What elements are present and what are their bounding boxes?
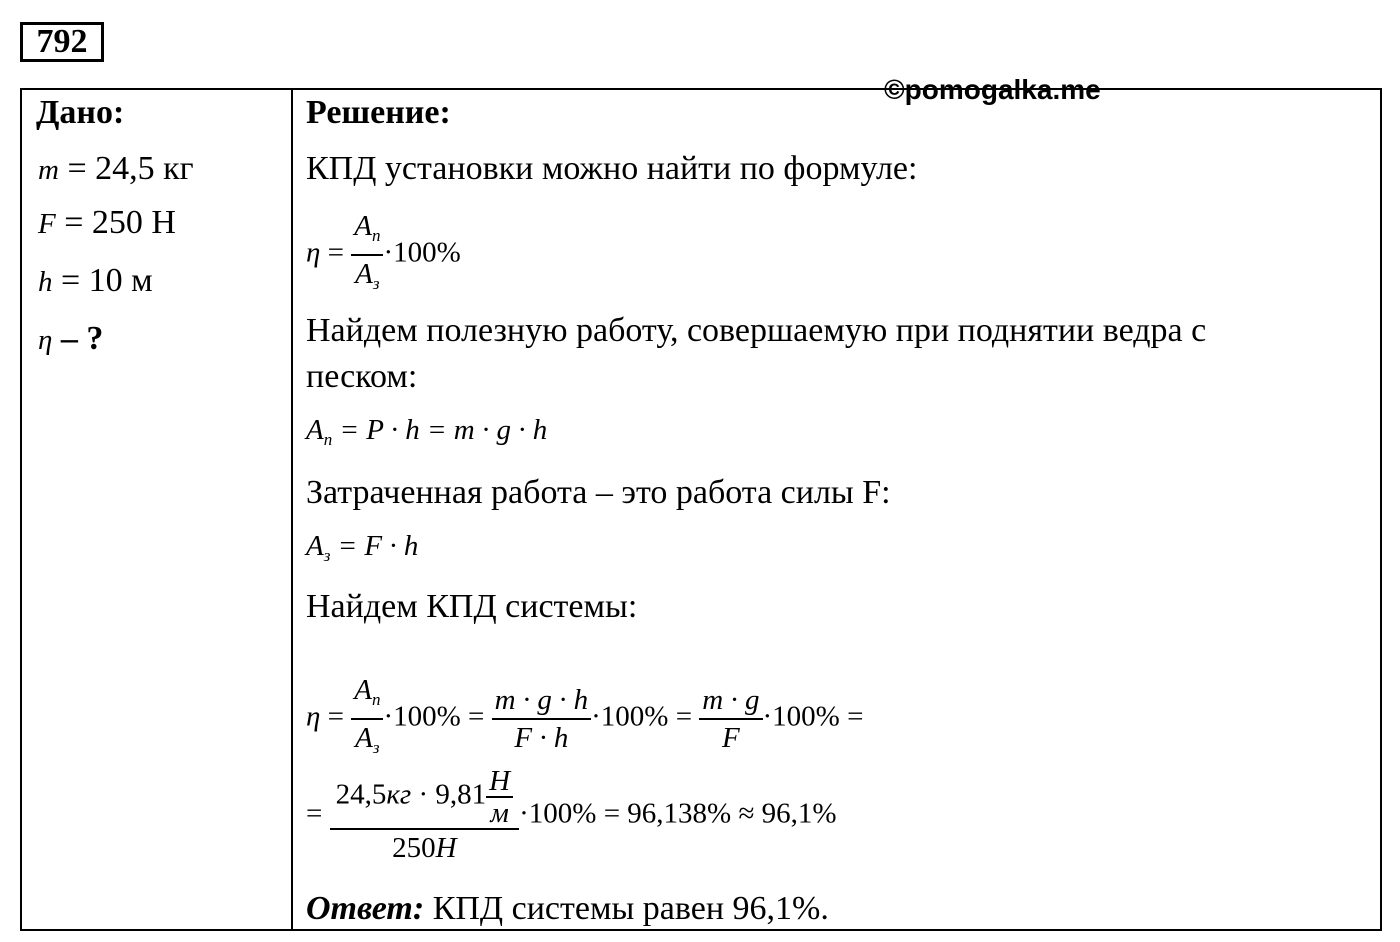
a-symbol: A — [355, 258, 373, 290]
solution-header: Решение: — [306, 94, 451, 131]
given-value: = 250 Н — [55, 204, 176, 241]
times-100: ·100% — [383, 700, 461, 733]
f-symbol: F — [722, 722, 740, 754]
times-100: ·100% — [591, 700, 669, 733]
paragraph-2b: песком: — [306, 358, 418, 395]
g-value: · 9,81 — [411, 778, 487, 811]
given-var: F — [38, 208, 56, 240]
sub-p: п — [371, 226, 381, 245]
fraction-numeric — [330, 766, 520, 866]
equals: = — [839, 700, 864, 733]
paragraph-4: Найдем КПД системы: — [306, 588, 638, 625]
paragraph-2a: Найдем полезную работу, совершаемую при поднятии ведра с — [306, 312, 1207, 349]
unit-meter: м — [490, 797, 509, 829]
given-value: = 10 м — [52, 262, 153, 299]
a-symbol: A — [354, 674, 372, 706]
given-var: η — [38, 324, 53, 356]
fraction-mgh-fh — [492, 682, 591, 756]
given-value: = 24,5 кг — [58, 150, 194, 187]
answer-text: КПД системы равен 96,1%. — [424, 890, 829, 927]
mgh-expr: m · g · h — [494, 684, 589, 716]
a-symbol: A — [306, 414, 324, 446]
eta-symbol: η — [306, 236, 321, 269]
fraction-an-az — [351, 672, 383, 766]
sub-z: з — [372, 738, 380, 757]
fraction-mg-f — [699, 682, 762, 756]
sub-p: п — [371, 690, 381, 709]
a-symbol: A — [354, 210, 372, 242]
formula-rhs: = F · h — [330, 530, 419, 562]
a-symbol: A — [355, 722, 373, 754]
unit-newton: Н — [489, 765, 511, 797]
equals: = — [320, 236, 352, 269]
given-var: m — [38, 154, 59, 186]
formula-spent-work — [306, 530, 418, 566]
given-var: h — [38, 266, 53, 298]
times-100: ·100% — [383, 236, 461, 269]
given-row-mass — [38, 150, 194, 188]
sub-p: п — [323, 430, 333, 449]
equals: = — [306, 797, 330, 830]
mass-value: 24,5 — [335, 778, 387, 811]
formula-efficiency-expanded — [306, 672, 863, 766]
equals: = — [460, 700, 492, 733]
given-row-unknown — [38, 320, 103, 358]
answer-label: Ответ: — [306, 890, 425, 927]
unit-kg: кг — [386, 778, 412, 811]
eta-symbol: η — [306, 700, 321, 733]
unit-newton: Н — [435, 832, 457, 864]
problem-number: 792 — [20, 22, 104, 62]
given-value: – ? — [52, 320, 104, 357]
answer — [306, 890, 829, 928]
a-symbol: A — [306, 530, 324, 562]
watermark: ©pomogalka.me — [884, 74, 1101, 105]
sub-z: з — [372, 274, 380, 293]
given-row-force — [38, 204, 176, 242]
given-row-height — [38, 262, 153, 300]
paragraph-3: Затраченная работа – это работа силы F: — [306, 474, 891, 511]
formula-useful-work — [306, 414, 547, 450]
formula-rhs: = P · h = m · g · h — [332, 414, 548, 446]
paragraph-1: КПД установки можно найти по формуле: — [306, 150, 918, 187]
fraction-unit — [486, 766, 513, 828]
equals: = — [320, 700, 352, 733]
formula-efficiency — [306, 208, 461, 302]
column-divider — [291, 90, 293, 929]
force-value: 250 — [392, 832, 436, 864]
fraction-an-az — [351, 208, 383, 302]
mg-expr: m · g — [702, 684, 760, 716]
formula-calculation — [306, 766, 837, 866]
sub-z: з — [323, 546, 331, 565]
solution-table — [20, 88, 1382, 931]
fh-expr: F · h — [514, 722, 569, 754]
times-100: ·100% — [762, 700, 840, 733]
final-result: ·100% = 96,138% ≈ 96,1% — [519, 797, 837, 830]
given-header: Дано: — [36, 94, 125, 131]
equals: = — [668, 700, 700, 733]
